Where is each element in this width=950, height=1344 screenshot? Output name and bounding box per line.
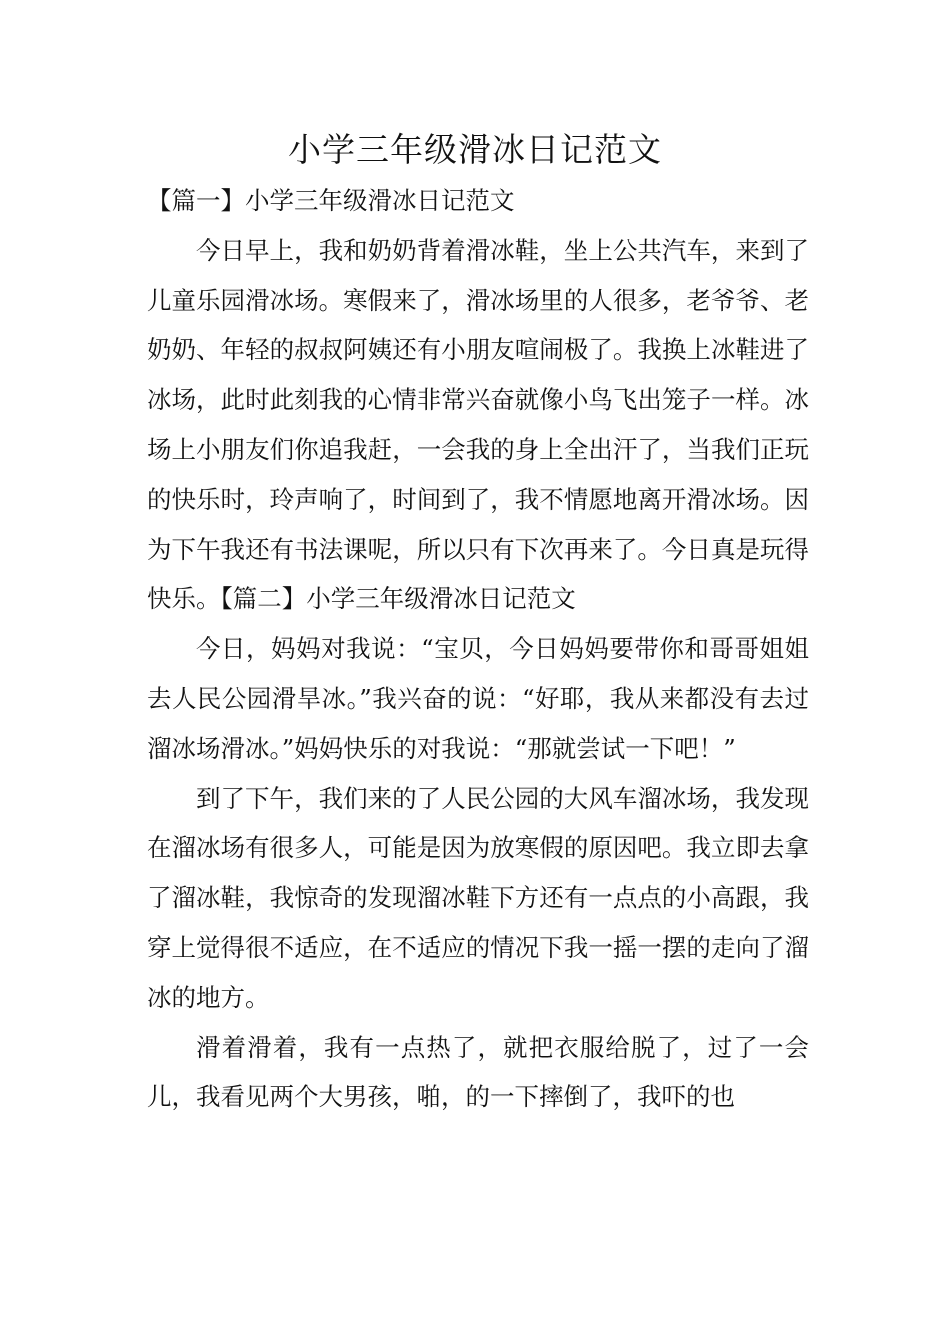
- paragraph: 今日早上，我和奶奶背着滑冰鞋，坐上公共汽车，来到了儿童乐园滑冰场。寒假来了，滑冰场里的人很多，老爷爷、老奶奶、年轻的叔叔阿姨还有小朋友喧闹极了。我换上冰鞋进了冰场，此时此刻我的心情非常兴奋就像小鸟飞出笼子一样。冰场上小朋友们你追我赶，一会我的身上全出汗了，当我们正玩的快乐时，玲声响了，时间到了，我不情愿地离开滑冰场。因为下午我还有书法课呢，所以只有下次再来了。今日真是玩得快乐。【篇二】小学三年级滑冰日记范文: [147, 235, 809, 614]
- document-body: [147, 176, 809, 1122]
- paragraph: 滑着滑着，我有一点热了，就把衣服给脱了，过了一会儿，我看见两个大男孩，啪，的一下摔倒了，我吓的也: [147, 1032, 809, 1112]
- paragraph: 到了下午，我们来的了人民公园的大风车溜冰场，我发现在溜冰场有很多人，可能是因为放寒假的原因吧。我立即去拿了溜冰鞋，我惊奇的发现溜冰鞋下方还有一点点的小高跟，我穿上觉得很不适应，在不适应的情况下我一摇一摆的走向了溜冰的地方。: [147, 783, 809, 1012]
- paragraph: 今日，妈妈对我说：“宝贝，今日妈妈要带你和哥哥姐姐去人民公园滑旱冰。”我兴奋的说：“好耶，我从来都没有去过溜冰场滑冰。”妈妈快乐的对我说：“那就尝试一下吧！”: [147, 634, 809, 763]
- section-heading: 【篇一】小学三年级滑冰日记范文: [147, 186, 515, 215]
- document-title: 小学三年级滑冰日记范文: [288, 130, 662, 169]
